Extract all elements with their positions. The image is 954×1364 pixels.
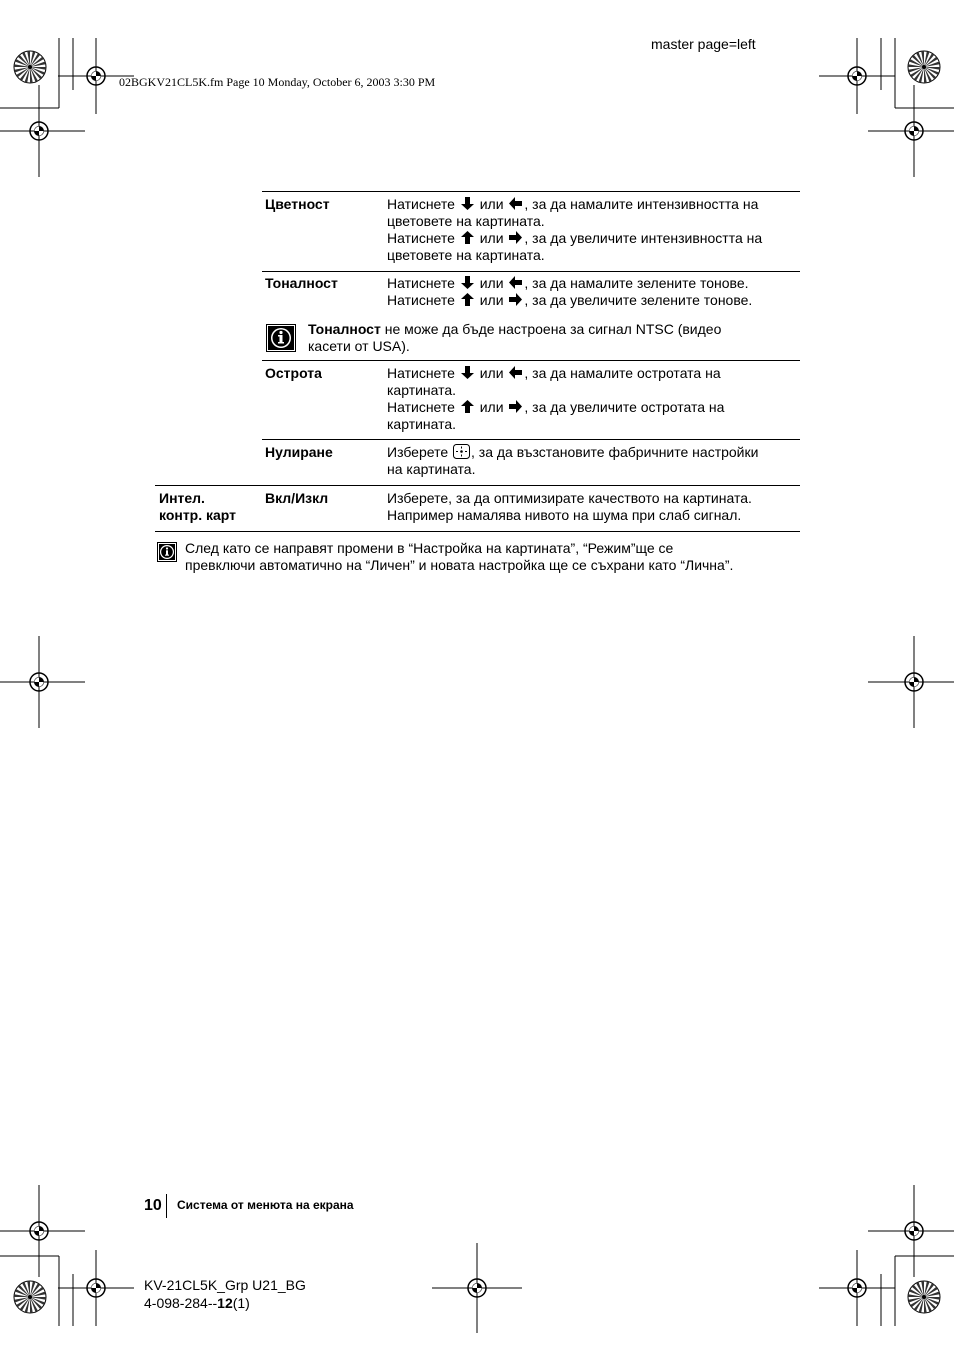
table-rule — [262, 439, 800, 440]
setting-reset-desc — [387, 444, 802, 478]
setting-onoff-label: Вкл/Изкл — [265, 490, 329, 506]
right-arrow-icon — [508, 230, 523, 245]
section-title: Система от менюта на екрана — [177, 1198, 354, 1212]
model-info — [144, 1276, 306, 1312]
master-page-label: master page=left — [651, 36, 756, 52]
up-arrow-icon — [460, 399, 475, 414]
desc-text: Натиснете — [387, 230, 459, 246]
setting-intel-desc — [387, 490, 802, 524]
left-arrow-icon — [508, 275, 523, 290]
right-arrow-icon — [508, 292, 523, 307]
footer-separator — [166, 1194, 167, 1218]
starburst-mark — [908, 51, 940, 83]
starburst-mark — [908, 1281, 940, 1313]
intel-desc-line1: Изберете, за да оптимизирате качеството на картината. — [387, 490, 752, 506]
hue-note-line1: не може да бъде настроена за сигнал NTSC (видео — [380, 321, 722, 337]
info-icon — [266, 324, 296, 352]
ok-button-icon — [453, 444, 470, 459]
starburst-mark — [14, 1281, 46, 1313]
desc-text: , за да намалите остротата на — [524, 365, 721, 381]
bottom-note — [185, 540, 733, 574]
info-icon — [157, 542, 177, 562]
intel-line1: Интел. — [159, 490, 205, 506]
setting-intelligent-picture-label — [159, 490, 236, 524]
desc-text: или — [475, 275, 508, 291]
desc-line — [387, 416, 802, 433]
desc-text: Натиснете — [387, 292, 459, 308]
intel-line2: контр. карт — [159, 507, 237, 523]
down-arrow-icon — [460, 196, 475, 211]
setting-color-desc — [387, 196, 802, 264]
model-code-post: (1) — [232, 1295, 250, 1311]
up-arrow-icon — [460, 230, 475, 245]
model-code-bold: 12 — [217, 1295, 233, 1311]
desc-text: или — [475, 399, 508, 415]
table-rule — [155, 485, 800, 486]
setting-reset-label: Нулиране — [265, 444, 333, 460]
table-rule — [262, 191, 800, 192]
intel-desc-line2: Например намалява нивото на шума при слаб сигнал. — [387, 507, 742, 523]
desc-text: или — [475, 230, 508, 246]
desc-text: , за да намалите зелените тонове. — [524, 275, 749, 291]
down-arrow-icon — [460, 365, 475, 380]
page-number: 10 — [144, 1197, 162, 1214]
setting-sharpness-label: Острота — [265, 365, 322, 381]
desc-text: или — [475, 292, 508, 308]
model-code-pre: 4-098-284-- — [144, 1295, 218, 1311]
setting-hue-desc — [387, 275, 802, 309]
desc-line — [387, 365, 802, 382]
starburst-mark — [14, 51, 46, 83]
desc-line — [387, 230, 802, 247]
desc-text: цветовете на картината. — [387, 213, 545, 229]
desc-line — [387, 275, 802, 292]
desc-text: или — [475, 196, 508, 212]
bottom-note-line1: След като се направят промени в “Настройка на картината”, “Режим”ще се — [185, 540, 674, 556]
desc-line — [387, 382, 802, 399]
hue-note-bold: Тоналност — [308, 321, 381, 337]
table-rule — [262, 360, 800, 361]
down-arrow-icon — [460, 275, 475, 290]
setting-color-label: Цветност — [265, 196, 330, 212]
desc-text: Натиснете — [387, 399, 459, 415]
setting-sharpness-desc — [387, 365, 802, 433]
left-arrow-icon — [508, 196, 523, 211]
hue-note — [308, 321, 788, 355]
desc-line — [387, 399, 802, 416]
desc-line — [387, 213, 802, 230]
desc-text: Натиснете — [387, 275, 459, 291]
file-info: 02BGKV21CL5K.fm Page 10 Monday, October 6, 2003 3:30 PM — [119, 75, 436, 89]
reset-line1-post: , за да възстановите фабричните настройки — [471, 444, 759, 460]
left-arrow-icon — [508, 365, 523, 380]
reset-line1-pre: Изберете — [387, 444, 453, 460]
reset-line2: на картината. — [387, 461, 476, 477]
up-arrow-icon — [460, 292, 475, 307]
desc-text: , за да увеличите зелените тонове. — [524, 292, 753, 308]
desc-text: , за да намалите интензивността на — [524, 196, 759, 212]
desc-line — [387, 196, 802, 213]
desc-text: , за да увеличите остротата на — [524, 399, 725, 415]
table-rule — [262, 271, 800, 272]
desc-text: картината. — [387, 382, 457, 398]
desc-text: Натиснете — [387, 365, 459, 381]
desc-text: , за да увеличите интензивността на — [524, 230, 763, 246]
model-name: KV-21CL5K_Grp U21_BG — [144, 1277, 306, 1293]
desc-text: Натиснете — [387, 196, 459, 212]
desc-line — [387, 247, 802, 264]
desc-text: картината. — [387, 416, 457, 432]
right-arrow-icon — [508, 399, 523, 414]
hue-note-line2: касети от USA). — [308, 338, 410, 354]
desc-text: цветовете на картината. — [387, 247, 545, 263]
bottom-note-line2: превключи автоматично на “Личен” и новата настройка ще се съхрани като “Лична”. — [185, 557, 734, 573]
table-rule — [155, 531, 800, 532]
setting-hue-label: Тоналност — [265, 275, 338, 291]
desc-line — [387, 292, 802, 309]
desc-text: или — [475, 365, 508, 381]
